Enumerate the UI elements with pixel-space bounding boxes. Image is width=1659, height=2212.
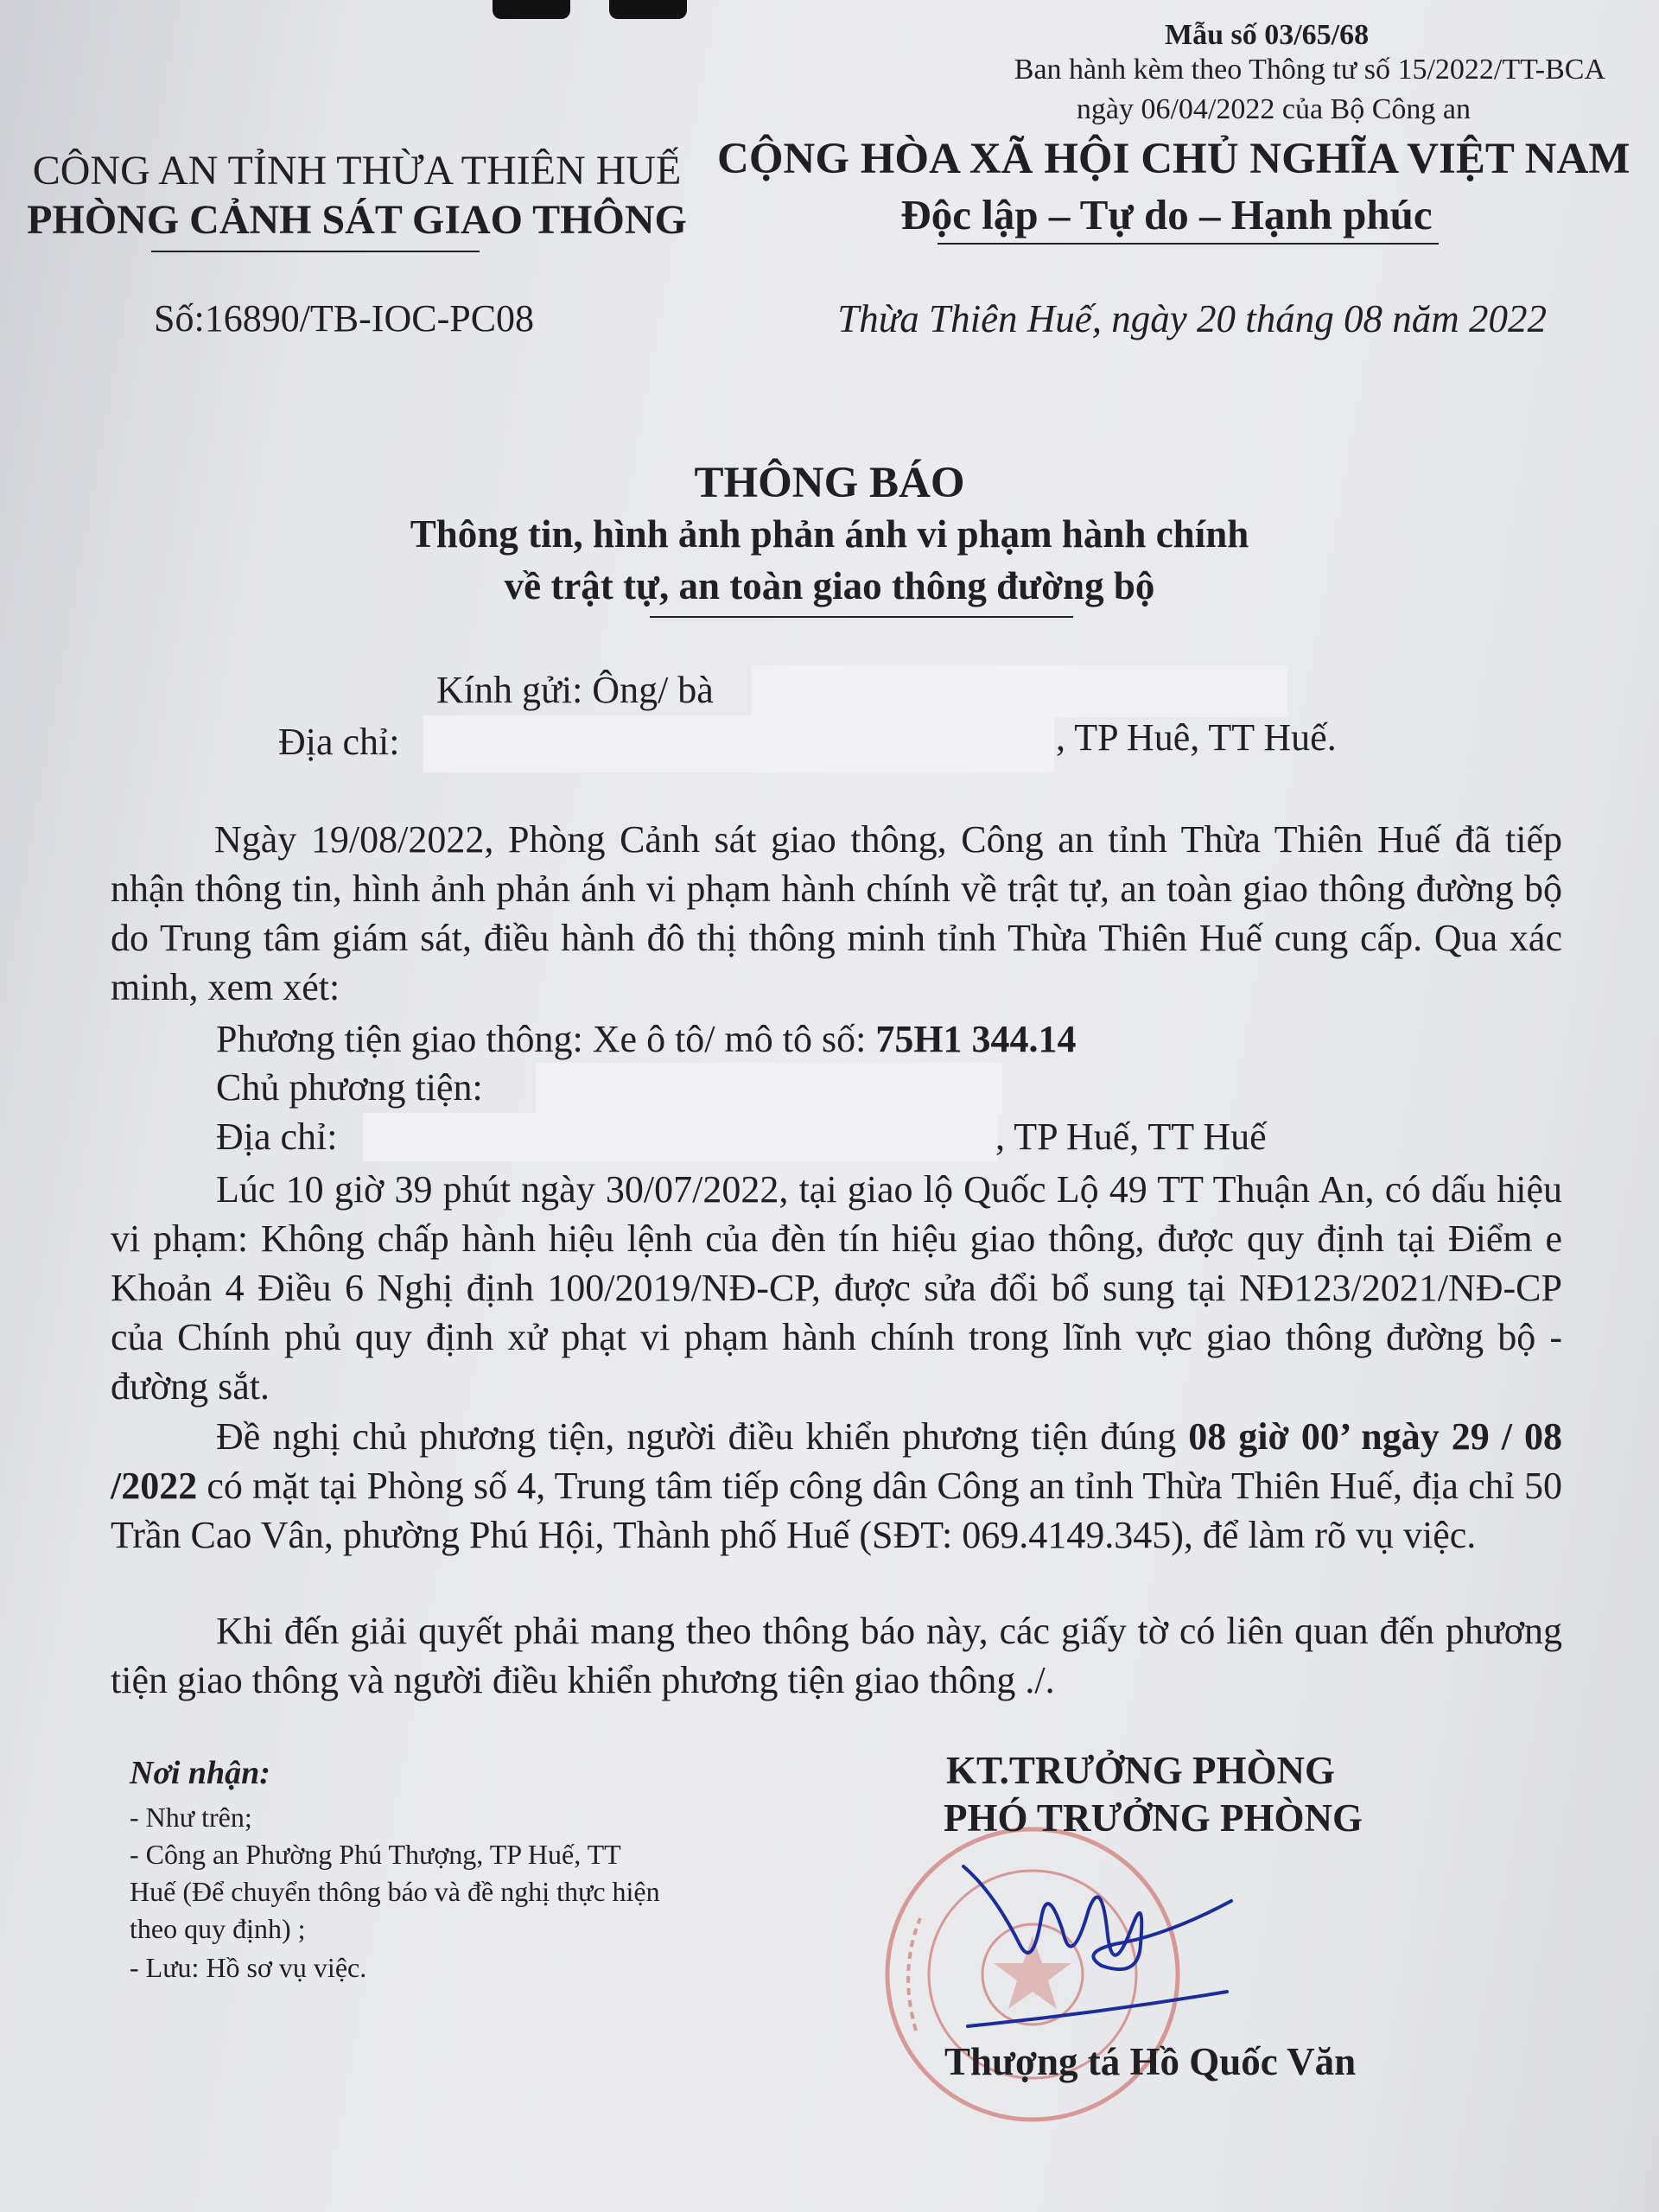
redacted-address bbox=[423, 715, 1054, 772]
binder-clip bbox=[609, 0, 687, 19]
agency-underline bbox=[151, 251, 480, 252]
owner-address-city: , TP Huế, TT Huế bbox=[995, 1116, 1267, 1158]
documents-paragraph: Khi đến giải quyết phải mang theo thông báo này, các giấy tờ có liên quan đến phương tiện giao thông và người điều khiển phương tiện giao thông ./. bbox=[111, 1610, 1562, 1701]
motto-underline bbox=[938, 243, 1439, 245]
signatory-position: PHÓ TRƯỞNG PHÒNG bbox=[944, 1796, 1363, 1840]
binder-clip bbox=[493, 0, 570, 19]
national-motto: Độc lập – Tự do – Hạnh phúc bbox=[900, 191, 1433, 238]
recipient-item: - Lưu: Hồ sơ vụ việc. bbox=[130, 1952, 367, 1983]
intro-paragraph: Ngày 19/08/2022, Phòng Cảnh sát giao thông, Công an tỉnh Thừa Thiên Huế đã tiếp nhận thông tin, hình ảnh phản ánh vi phạm hành chính về trật tự, an toàn giao thông đường bộ do Trung tâm giám sát, điều hành đô thị thông minh tỉnh Thừa Thiên Huế cung cấp. Qua xác minh, xem xét: bbox=[111, 818, 1562, 1008]
recipient-item: Huế (Để chuyển thông báo và đề nghị thực hiện bbox=[130, 1876, 660, 1907]
violation-paragraph: Lúc 10 giờ 39 phút ngày 30/07/2022, tại giao lộ Quốc Lộ 49 TT Thuận An, có dấu hiệu vi phạm: Không chấp hành hiệu lệnh của đèn tín hiệu giao thông, được quy định tại Điểm e Khoản 4 Điều 6 Nghị định 100/2019/NĐ-CP, được sửa đổi bổ sung tại NĐ123/2021/NĐ-CP của Chính phủ quy định xử phạt vi phạm hành chính trong lĩnh vực giao thông đường bộ - đường sắt. bbox=[111, 1168, 1562, 1408]
signatory-name: Thượng tá Hồ Quốc Văn bbox=[944, 2040, 1357, 2083]
redacted-name bbox=[752, 665, 1287, 717]
recipients-title: Nơi nhận: bbox=[130, 1755, 270, 1791]
recipient-item: theo quy định) ; bbox=[130, 1913, 306, 1944]
summons-paragraph bbox=[111, 1412, 1562, 1560]
redacted-owner-address bbox=[363, 1113, 998, 1161]
vehicle-plate: 75H1 344.14 bbox=[875, 1018, 1077, 1060]
address-label: Địa chỉ: bbox=[278, 721, 400, 763]
agency-name: CÔNG AN TỈNH THỪA THIÊN HUẾ bbox=[32, 148, 682, 194]
summons-intro: Đề nghị chủ phương tiện, người điều khiển phương tiện đúng bbox=[216, 1415, 1177, 1458]
address-city: , TP Huê, TT Huế. bbox=[1056, 716, 1337, 759]
nation-name: CỘNG HÒA XÃ HỘI CHỦ NGHĨA VIỆT NAM bbox=[717, 135, 1630, 183]
title-underline bbox=[650, 616, 1073, 618]
department-name: PHÒNG CẢNH SÁT GIAO THÔNG bbox=[27, 197, 687, 243]
issued-by-line: Ban hành kèm theo Thông tư số 15/2022/TT-BCA bbox=[1014, 54, 1605, 86]
recipient-item: - Như trên; bbox=[130, 1802, 252, 1833]
issued-date-line: ngày 06/04/2022 của Bộ Công an bbox=[1076, 93, 1471, 125]
vehicle-line bbox=[216, 1017, 1077, 1061]
form-number: Mẫu số 03/65/68 bbox=[1165, 19, 1370, 51]
owner-label: Chủ phương tiện: bbox=[216, 1066, 483, 1109]
place-date: Thừa Thiên Huế, ngày 20 tháng 08 năm 2022 bbox=[837, 297, 1547, 340]
recipient-item: - Công an Phường Phú Thượng, TP Huế, TT bbox=[130, 1839, 621, 1870]
document-number: Số:16890/TB-IOC-PC08 bbox=[154, 297, 535, 340]
greeting: Kính gửi: Ông/ bà bbox=[436, 669, 714, 711]
vehicle-label: Phương tiện giao thông: Xe ô tô/ mô tô số: bbox=[216, 1018, 867, 1060]
document-title: THÔNG BÁO bbox=[694, 459, 965, 507]
redacted-owner bbox=[536, 1063, 1002, 1115]
document-subtitle-1: Thông tin, hình ảnh phản ánh vi phạm hành chính bbox=[410, 512, 1249, 556]
signatory-title: KT.TRƯỞNG PHÒNG bbox=[946, 1749, 1335, 1792]
owner-address-label: Địa chỉ: bbox=[216, 1116, 338, 1158]
signature-icon bbox=[963, 1866, 1231, 2026]
document-subtitle-2: về trật tự, an toàn giao thông đường bộ bbox=[504, 564, 1155, 607]
summons-time: 08 giờ 00’ ngày 29 / 08 /2022 bbox=[111, 1415, 1563, 1507]
summons-location: có mặt tại Phòng số 4, Trung tâm tiếp công dân Công an tỉnh Thừa Thiên Huế, địa chỉ 50 Trần Cao Vân, phường Phú Hội, Thành phố Huế (SĐT: 069.4149.345), để làm rõ vụ việc. bbox=[111, 1465, 1563, 1556]
